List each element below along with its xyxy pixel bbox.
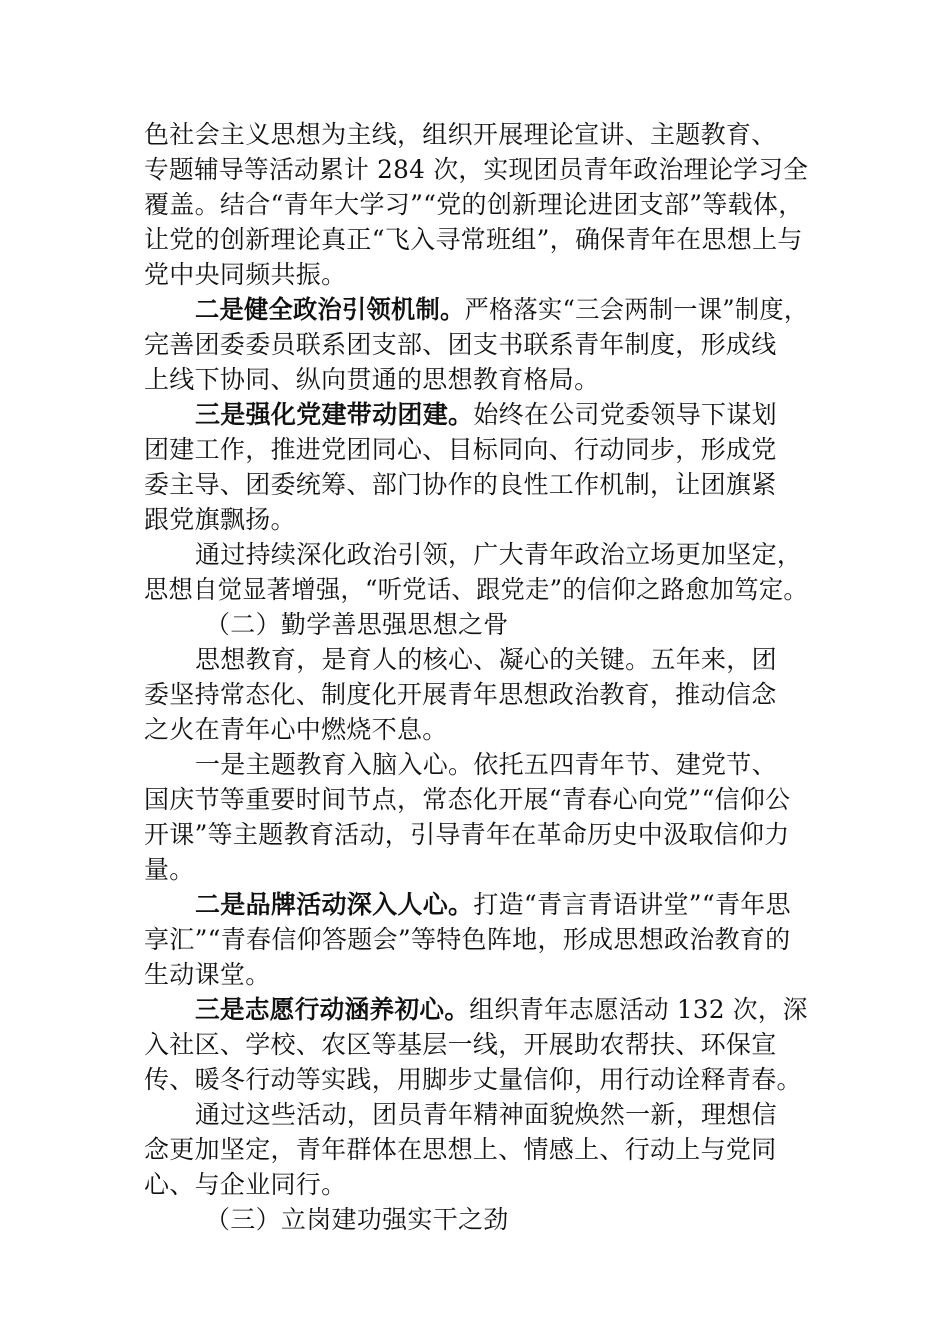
text-line: 覆盖。结合“青年大学习”“党的创新理论进团支部”等载体， — [144, 190, 804, 219]
text-line: 党中央同频共振。 — [144, 260, 347, 289]
text-line: 团建工作，推进党团同心、目标同向、行动同步，形成党 — [144, 435, 777, 464]
paragraph-heading-line — [195, 888, 791, 922]
text-line: 生动课堂。 — [144, 960, 271, 989]
bold-lead: 三是志愿行动涵养初心。 — [195, 995, 470, 1024]
paragraph-heading-line — [195, 398, 777, 432]
text-line: 跟党旗飘扬。 — [144, 505, 296, 534]
text-line: 色社会主义思想为主线，组织开展理论宣讲、主题教育、 — [144, 120, 777, 149]
text-line: 让党的创新理论真正“飞入寻常班组”，确保青年在思想上与 — [144, 225, 803, 254]
text-line: 专题辅导等活动累计 284 次，实现团员青年政治理论学习全 — [144, 155, 809, 184]
lead-text: 始终在公司党委领导下谋划 — [473, 400, 777, 429]
lead-text: 组织青年志愿活动 132 次，深 — [469, 995, 808, 1024]
text-line: 通过这些活动，团员青年精神面貌焕然一新，理想信 — [195, 1100, 777, 1129]
lead-text: 严格落实“三会两制一课”制度， — [464, 295, 809, 324]
bold-lead: 三是强化党建带动团建。 — [195, 400, 474, 429]
text-line: 委主导、团委统筹、部门协作的良性工作机制，让团旗紧 — [144, 470, 777, 499]
text-line: 之火在青年心中燃烧不息。 — [144, 715, 448, 744]
section-heading: （三）立岗建功强实干之劲 — [205, 1205, 509, 1234]
text-line: 入社区、学校、农区等基层一线，开展助农帮扶、环保宣 — [144, 1030, 777, 1059]
text-line: 通过持续深化政治引领，广大青年政治立场更加坚定， — [195, 540, 803, 569]
text-line: 思想教育，是育人的核心、凝心的关键。五年来，团 — [195, 645, 777, 674]
text-line: 量。 — [144, 855, 195, 884]
lead-text: 打造“青言青语讲堂”“青年思 — [473, 890, 791, 919]
text-line: 心、与企业同行。 — [144, 1170, 347, 1199]
text-line: 上线下协同、纵向贯通的思想教育格局。 — [144, 365, 600, 394]
paragraph-heading-line — [195, 293, 808, 327]
section-heading: （二）勤学善思强思想之骨 — [205, 610, 509, 639]
text-line: 开课”等主题教育活动，引导青年在革命历史中汲取信仰力 — [144, 820, 790, 849]
text-line: 念更加坚定，青年群体在思想上、情感上、行动上与党同 — [144, 1135, 777, 1164]
text-line: 完善团委委员联系团支部、团支书联系青年制度，形成线 — [144, 330, 777, 359]
paragraph-heading-line — [195, 993, 808, 1027]
bold-lead: 二是健全政治引领机制。 — [195, 295, 465, 324]
text-line: 委坚持常态化、制度化开展青年思想政治教育，推动信念 — [144, 680, 777, 709]
text-line: 享汇”“青春信仰答题会”等特色阵地，形成思想政治教育的 — [144, 925, 791, 954]
text-line: 国庆节等重要时间节点，常态化开展“青春心向党”“信仰公 — [144, 785, 791, 814]
text-line: 传、暖冬行动等实践，用脚步丈量信仰，用行动诠释青春。 — [144, 1065, 802, 1094]
bold-lead: 二是品牌活动深入人心。 — [195, 890, 474, 919]
text-line: 思想自觉显著增强，“听党话、跟党走”的信仰之路愈加笃定。 — [144, 575, 808, 604]
text-line: 一是主题教育入脑入心。依托五四青年节、建党节、 — [195, 750, 777, 779]
